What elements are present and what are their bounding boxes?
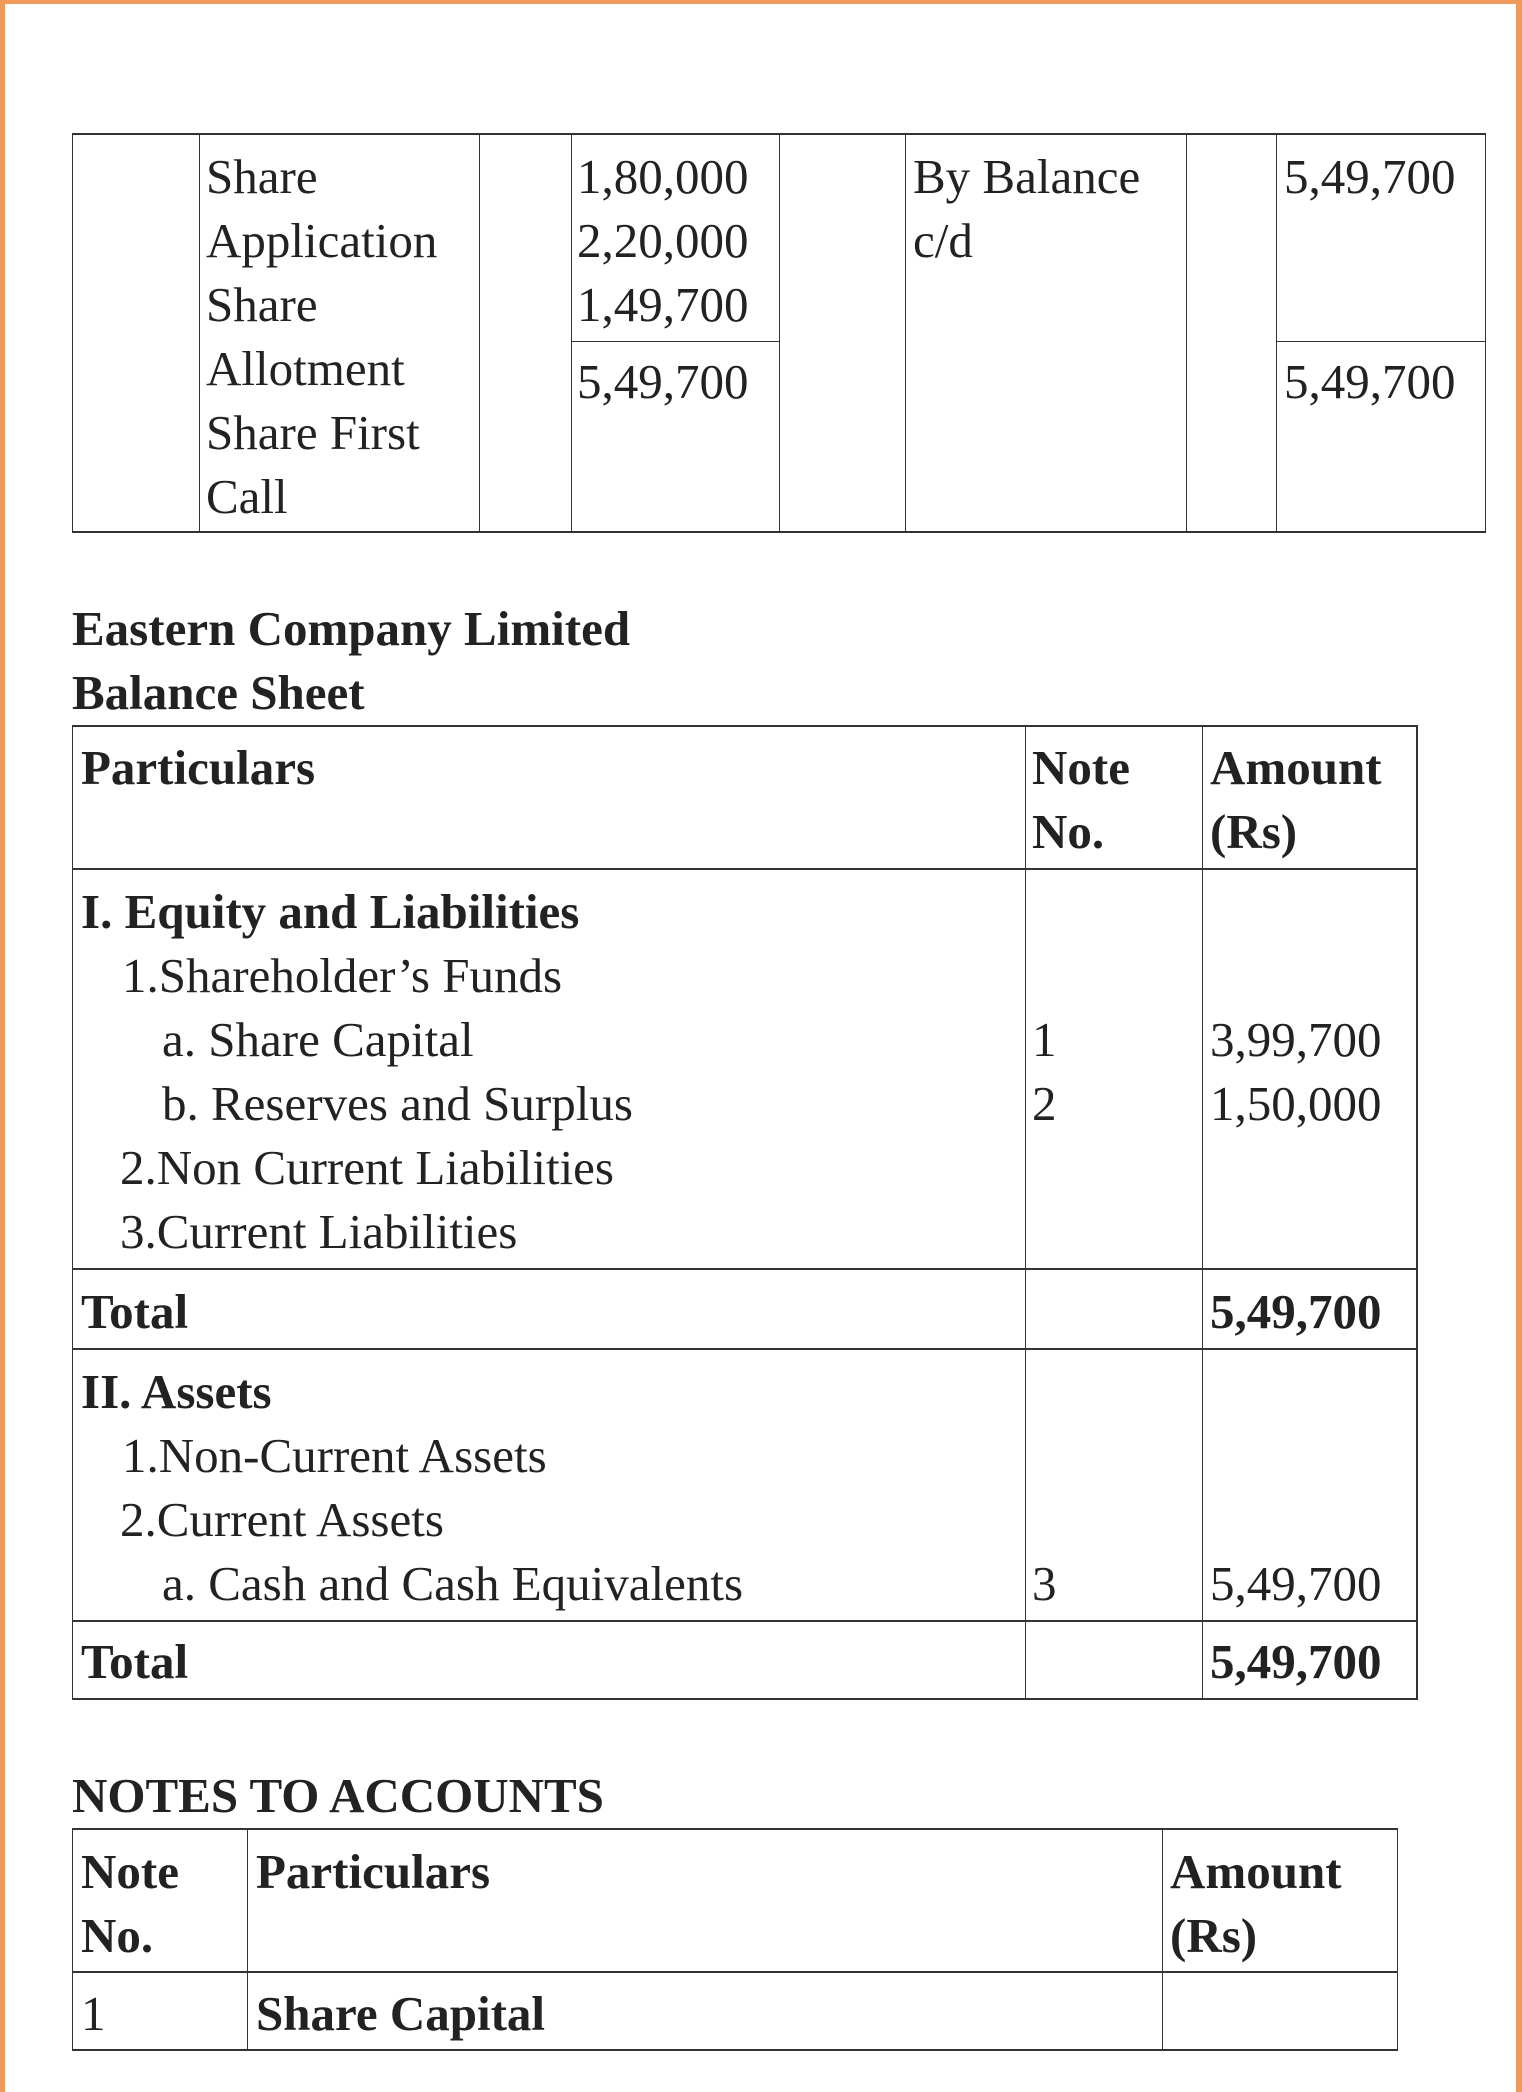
- balance-sheet-title: Balance Sheet: [72, 665, 365, 720]
- header-note-no: [1032, 736, 1130, 864]
- company-name: Eastern Company Limited: [72, 601, 631, 656]
- equity-total-amount: 5,49,700: [1210, 1284, 1382, 1339]
- balance-sheet-col-divider: [1202, 725, 1203, 1700]
- page-frame-right: [1516, 0, 1522, 2092]
- ledger-debit-particular-line: Share: [206, 277, 318, 332]
- row-share-capital-note: 1: [1032, 1012, 1057, 1067]
- ledger-debit-particular-line: Call: [206, 469, 288, 524]
- row-reserves-surplus-amount: 1,50,000: [1210, 1076, 1382, 1131]
- balance-sheet-row-divider: [72, 1348, 1418, 1350]
- ledger-col-divider: [571, 133, 572, 533]
- ledger-col-divider: [1276, 133, 1277, 533]
- notes-title: NOTES TO ACCOUNTS: [72, 1768, 604, 1823]
- ledger-col-divider: [479, 133, 480, 533]
- ledger-debit-amount: 1,49,700: [577, 277, 749, 332]
- assets-heading: II. Assets: [81, 1364, 272, 1419]
- ledger-col-divider: [1186, 133, 1187, 533]
- ledger-debit-subtotal-line: [571, 341, 779, 342]
- ledger-debit-total: 5,49,700: [577, 354, 749, 409]
- page-frame-top: [0, 0, 1522, 4]
- row-shareholders-funds: 1.Shareholder’s Funds: [122, 948, 563, 1003]
- ledger-credit-total: 5,49,700: [1284, 354, 1456, 409]
- balance-sheet-col-divider: [1025, 725, 1026, 1700]
- ledger-debit-particulars: [206, 145, 437, 529]
- ledger-debit-amounts: [577, 145, 749, 337]
- row-non-current-liabilities: 2.Non Current Liabilities: [120, 1140, 614, 1195]
- notes-col-divider: [247, 1828, 248, 2051]
- balance-sheet-row-divider: [72, 1268, 1418, 1270]
- row-share-capital-amount: 3,99,700: [1210, 1012, 1382, 1067]
- row-reserves-surplus-note: 2: [1032, 1076, 1057, 1131]
- ledger-credit-particulars: [913, 145, 1140, 273]
- ledger-col-divider: [905, 133, 906, 533]
- notes-header-divider: [72, 1971, 1398, 1973]
- ledger-credit-particular-line: By Balance: [913, 149, 1141, 204]
- ledger-debit-particular-line: Application: [206, 213, 438, 268]
- ledger-debit-particular-line: Share: [206, 149, 318, 204]
- header-note-line: No.: [1032, 804, 1105, 859]
- row-current-liabilities: 3.Current Liabilities: [120, 1204, 518, 1259]
- balance-sheet-row-divider: [72, 1620, 1418, 1622]
- notes-col-divider: [1162, 1828, 1163, 2051]
- notes-header-amount-line: (Rs): [1170, 1908, 1258, 1963]
- notes-row-particulars: Share Capital: [256, 1986, 546, 2041]
- row-reserves-surplus: b. Reserves and Surplus: [162, 1076, 633, 1131]
- balance-sheet-header-divider: [72, 868, 1418, 870]
- ledger-col-divider: [779, 133, 780, 533]
- page-frame-left: [0, 0, 5, 2092]
- ledger-debit-amount: 2,20,000: [577, 213, 749, 268]
- notes-header-amount-line: Amount: [1170, 1844, 1342, 1899]
- ledger-credit-amount: 5,49,700: [1284, 149, 1456, 204]
- row-cash-equivalents: a. Cash and Cash Equivalents: [162, 1556, 744, 1611]
- header-amount-line: Amount: [1210, 740, 1382, 795]
- ledger-debit-amount: 1,80,000: [577, 149, 749, 204]
- notes-header-note-no: [81, 1840, 179, 1968]
- ledger-debit-particular-line: Allotment: [206, 341, 405, 396]
- header-amount-line: (Rs): [1210, 804, 1298, 859]
- equity-heading: I. Equity and Liabilities: [81, 884, 580, 939]
- row-non-current-assets: 1.Non-Current Assets: [122, 1428, 547, 1483]
- assets-total-amount: 5,49,700: [1210, 1634, 1382, 1689]
- row-share-capital: a. Share Capital: [162, 1012, 474, 1067]
- row-current-assets: 2.Current Assets: [120, 1492, 444, 1547]
- notes-header-note-line: Note: [81, 1844, 179, 1899]
- ledger-col-divider: [199, 133, 200, 533]
- notes-row-note: 1: [81, 1986, 106, 2041]
- ledger-credit-particular-line: c/d: [913, 213, 973, 268]
- ledger-credit-subtotal-line: [1276, 341, 1486, 342]
- header-amount: [1210, 736, 1382, 864]
- equity-total-label: Total: [81, 1284, 189, 1339]
- header-note-line: Note: [1032, 740, 1130, 795]
- assets-total-label: Total: [81, 1634, 189, 1689]
- notes-header-note-line: No.: [81, 1908, 154, 1963]
- notes-header-amount: [1170, 1840, 1342, 1968]
- row-cash-equivalents-note: 3: [1032, 1556, 1057, 1611]
- header-particulars: Particulars: [81, 740, 316, 795]
- ledger-debit-particular-line: Share First: [206, 405, 420, 460]
- row-cash-equivalents-amount: 5,49,700: [1210, 1556, 1382, 1611]
- notes-header-particulars: Particulars: [256, 1844, 491, 1899]
